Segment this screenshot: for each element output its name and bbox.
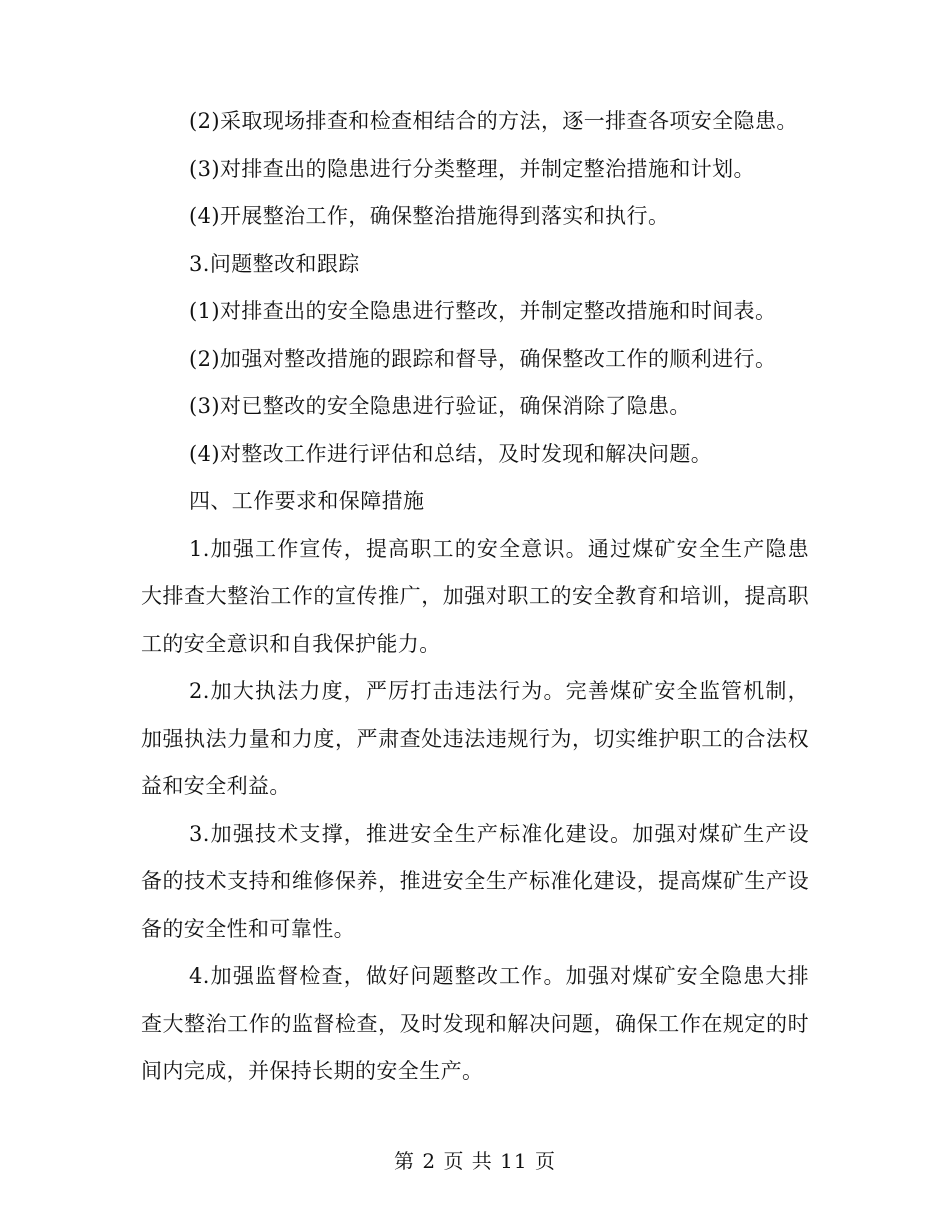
- paragraph-2: (3)对排查出的隐患进行分类整理，并制定整治措施和计划。: [189, 156, 755, 181]
- paragraph-1: (2)采取现场排查和检查相结合的方法，逐一排查各项安全隐患。: [189, 109, 798, 133]
- page-number-footer: 第 2 页 共 11 页: [394, 1149, 556, 1173]
- paragraph-13: 4.加强监督检查，做好问题整改工作。加强对煤矿安全隐患大排查大整治工作的监督检查，及时发现和解决问题，确保工作在规定的时间内完成，并保持长期的安全生产。: [141, 964, 809, 1083]
- document-body: [141, 98, 809, 1096]
- paragraph-3: (4)开展整治工作，确保整治措施得到落实和执行。: [189, 204, 670, 228]
- paragraph-7: (3)对已整改的安全隐患进行验证，确保消除了隐患。: [189, 394, 691, 418]
- paragraph-5: (1)对排查出的安全隐患进行整改，并制定整改措施和时间表。: [189, 299, 777, 323]
- section-heading-issue-tracking: 3.问题整改和跟踪: [189, 251, 360, 276]
- section-heading-requirements: 四、工作要求和保障措施: [189, 489, 425, 513]
- paragraph-8: (4)对整改工作进行评估和总结，及时发现和解决问题。: [189, 441, 713, 466]
- paragraph-10: 1.加强工作宣传，提高职工的安全意识。通过煤矿安全生产隐患大排查大整治工作的宣传推广，加强对职工的安全教育和培训，提高职工的安全意识和自我保护能力。: [141, 536, 809, 656]
- paragraph-11: 2.加大执法力度，严厉打击违法行为。完善煤矿安全监管机制，加强执法力量和力度，严肃查处违法违规行为，切实维护职工的合法权益和安全利益。: [141, 679, 809, 798]
- paragraph-6: (2)加强对整改措施的跟踪和督导，确保整改工作的顺利进行。: [189, 346, 777, 371]
- paragraph-12: 3.加强技术支撑，推进安全生产标准化建设。加强对煤矿生产设备的技术支持和维修保养，推进安全生产标准化建设，提高煤矿生产设备的安全性和可靠性。: [141, 821, 809, 941]
